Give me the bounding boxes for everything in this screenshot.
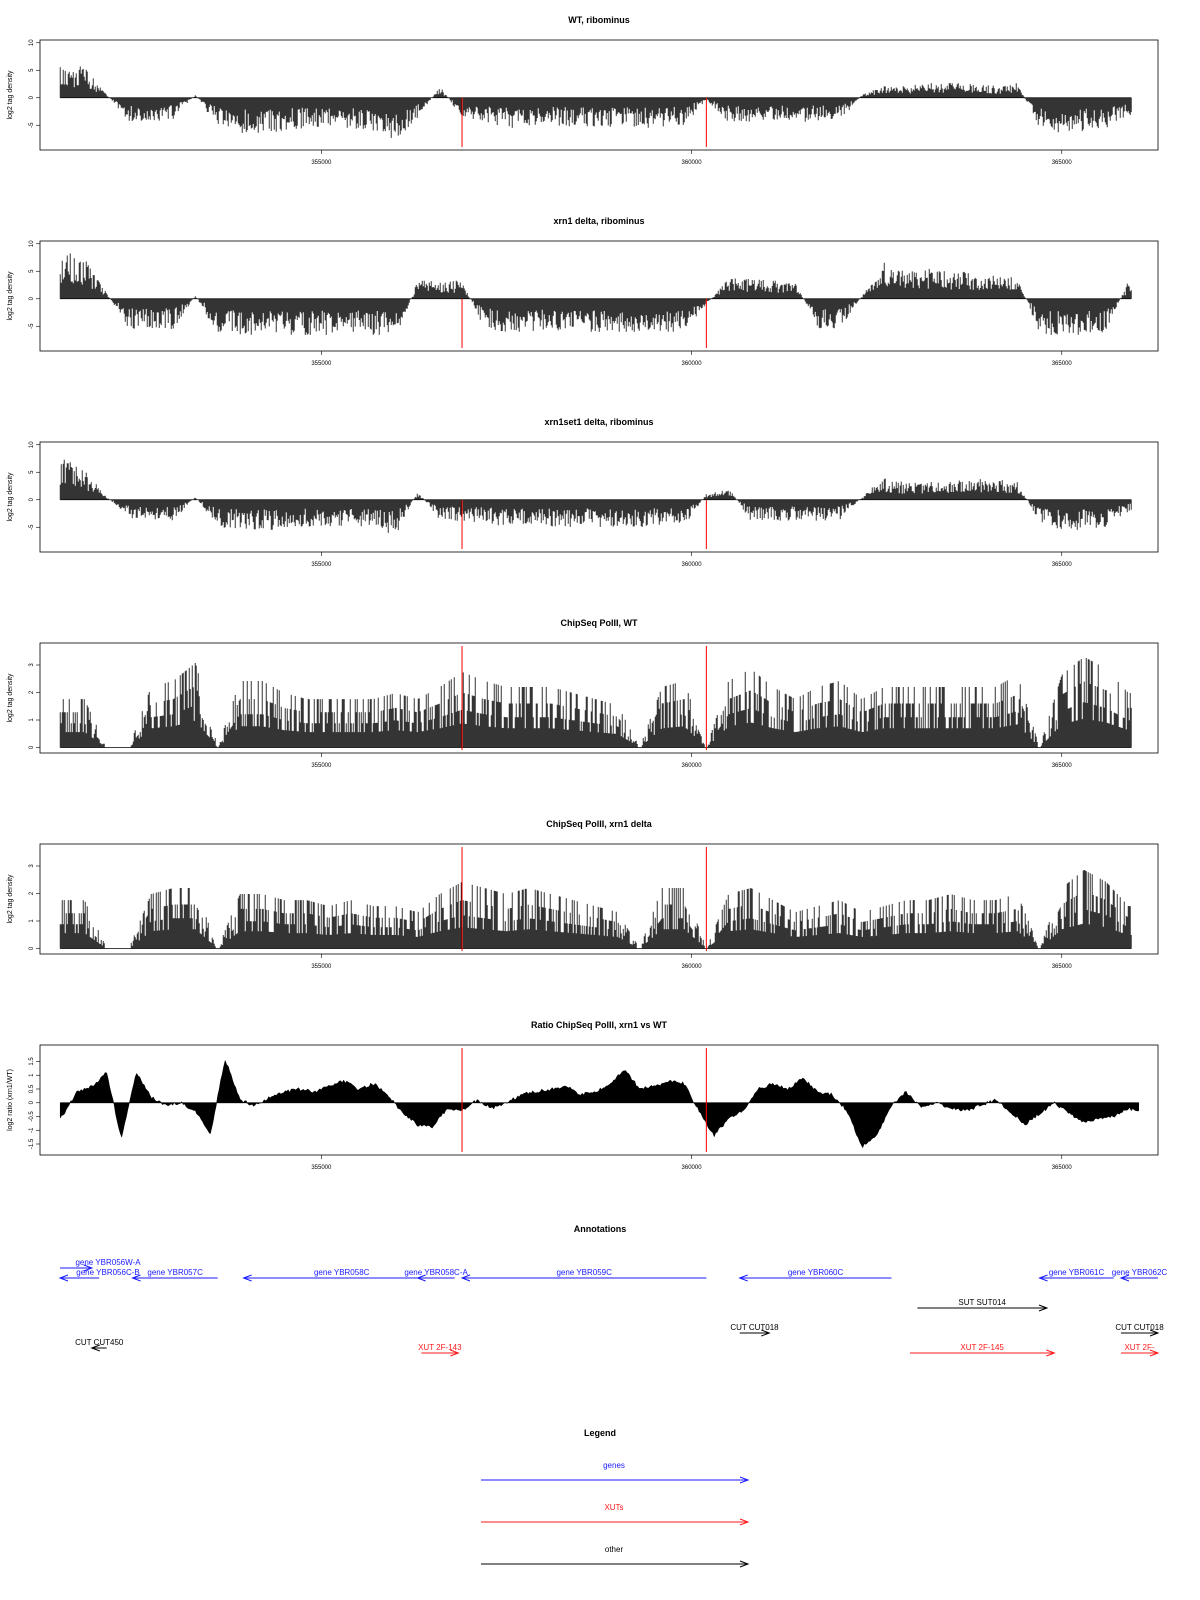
feature-label: gene YBR058C-A xyxy=(404,1268,468,1277)
y-tick-label: 1 xyxy=(29,718,35,722)
panel-title: xrn1set1 delta, ribominus xyxy=(544,417,654,427)
feature-label: XUT 2F-145 xyxy=(960,1343,1004,1352)
y-tick-label: 10 xyxy=(29,441,35,449)
y-tick-label: -5 xyxy=(29,524,35,530)
feature-gene xyxy=(133,1268,218,1281)
panel-ratio-chipseq xyxy=(7,1020,1158,1171)
y-tick-label: 0 xyxy=(29,297,35,301)
x-tick-label: 355000 xyxy=(311,361,332,367)
feature-xut xyxy=(910,1343,1054,1356)
y-axis-label: log2 tag density xyxy=(7,271,14,321)
annotations-panel xyxy=(60,1224,1167,1356)
annotations-title: Annotations xyxy=(573,1224,627,1234)
y-tick-label: 2 xyxy=(29,690,35,695)
x-tick-label: 360000 xyxy=(681,562,702,568)
feature-label: CUT CUT018 xyxy=(1115,1323,1164,1332)
panel-title: xrn1 delta, ribominus xyxy=(553,216,645,226)
x-tick-label: 360000 xyxy=(681,763,702,769)
panel-title: ChipSeq PolII, WT xyxy=(560,618,638,628)
feature-label: gene YBR056C-B xyxy=(76,1268,140,1277)
y-tick-label: 0 xyxy=(29,498,35,502)
legend-label: other xyxy=(604,1545,624,1554)
x-tick-label: 355000 xyxy=(311,964,332,970)
x-tick-label: 355000 xyxy=(311,1165,332,1171)
legend-panel xyxy=(481,1428,748,1567)
feature-label: gene YBR061C xyxy=(1048,1268,1105,1277)
feature-label: SUT SUT014 xyxy=(958,1298,1006,1307)
y-tick-label: 1.5 xyxy=(29,1057,35,1066)
y-tick-label: 0 xyxy=(29,96,35,100)
ratio-area xyxy=(60,1061,1139,1148)
feature-label: gene YBR057C xyxy=(147,1268,203,1277)
feature-gene xyxy=(404,1268,468,1281)
legend-entry-xut xyxy=(481,1503,748,1525)
feature-label: XUT 2F-143 xyxy=(418,1343,462,1352)
density-bars xyxy=(60,870,1131,949)
feature-label: gene YBR060C xyxy=(787,1268,844,1277)
x-tick-label: 355000 xyxy=(311,763,332,769)
y-tick-label: 0.5 xyxy=(29,1084,35,1094)
panel-chipseq-xrn1 xyxy=(7,819,1158,970)
y-tick-label: 0 xyxy=(29,946,35,951)
feature-label: CUT CUT018 xyxy=(730,1323,779,1332)
legend-title: Legend xyxy=(583,1428,617,1438)
y-axis-label: log2 ratio (xrn1/WT) xyxy=(7,1069,14,1131)
panel-chipseq-wt xyxy=(7,618,1158,769)
x-tick-label: 355000 xyxy=(311,160,332,166)
x-tick-label: 365000 xyxy=(1051,1165,1072,1171)
feature-other xyxy=(730,1323,779,1336)
legend-label: genes xyxy=(603,1461,625,1470)
density-bars xyxy=(60,254,1131,335)
density-bars xyxy=(60,658,1131,748)
feature-xut xyxy=(418,1343,462,1356)
feature-gene xyxy=(1112,1268,1168,1281)
x-tick-label: 365000 xyxy=(1051,964,1072,970)
legend-entry-other xyxy=(481,1545,748,1567)
x-tick-label: 360000 xyxy=(681,361,702,367)
y-tick-label: 10 xyxy=(29,240,35,248)
feature-label: gene YBR062C xyxy=(1111,1268,1168,1277)
feature-gene xyxy=(462,1268,706,1281)
panel-title: WT, ribominus xyxy=(568,15,630,25)
feature-label: gene YBR059C xyxy=(556,1268,612,1277)
feature-gene xyxy=(740,1268,892,1281)
y-tick-label: 2 xyxy=(29,891,35,896)
y-tick-label: -0.5 xyxy=(29,1111,35,1122)
x-tick-label: 355000 xyxy=(311,562,332,568)
y-tick-label: -5 xyxy=(29,122,35,128)
density-bars xyxy=(60,460,1131,533)
y-axis-label: log2 tag density xyxy=(7,70,14,120)
feature-gene xyxy=(1040,1268,1114,1281)
y-tick-label: 10 xyxy=(29,39,35,47)
y-tick-label: 1 xyxy=(29,1073,35,1077)
panel-wt-ribominus xyxy=(7,15,1158,166)
feature-label: gene YBR058C xyxy=(313,1268,370,1277)
y-tick-label: 5 xyxy=(29,68,35,72)
feature-other xyxy=(1115,1323,1164,1336)
y-axis-label: log2 tag density xyxy=(7,472,14,522)
x-tick-label: 365000 xyxy=(1051,361,1072,367)
y-tick-label: -1.5 xyxy=(29,1138,35,1150)
y-tick-label: -5 xyxy=(29,323,35,329)
y-axis-label: log2 tag density xyxy=(7,673,14,723)
y-tick-label: 3 xyxy=(29,663,35,667)
feature-other xyxy=(75,1338,124,1351)
x-tick-label: 365000 xyxy=(1051,562,1072,568)
x-tick-label: 360000 xyxy=(681,1165,702,1171)
y-tick-label: 0 xyxy=(29,1101,35,1105)
panel-title: ChipSeq PolII, xrn1 delta xyxy=(546,819,652,829)
feature-label: gene YBR056W-A xyxy=(75,1258,141,1267)
x-tick-label: 365000 xyxy=(1051,160,1072,166)
x-tick-label: 360000 xyxy=(681,160,702,166)
y-tick-label: 3 xyxy=(29,864,35,868)
y-tick-label: 5 xyxy=(29,269,35,273)
y-tick-label: 1 xyxy=(29,919,35,923)
feature-other xyxy=(917,1298,1047,1311)
x-tick-label: 360000 xyxy=(681,964,702,970)
panel-title: Ratio ChipSeq PolII, xrn1 vs WT xyxy=(530,1020,668,1030)
legend-label: XUTs xyxy=(604,1503,624,1512)
x-tick-label: 365000 xyxy=(1051,763,1072,769)
y-axis-label: log2 tag density xyxy=(7,874,14,924)
feature-gene xyxy=(60,1268,140,1281)
panel-xrn1set1-ribominus xyxy=(7,417,1158,568)
y-tick-label: -1 xyxy=(29,1127,35,1133)
panel-xrn1-ribominus xyxy=(7,216,1158,367)
y-tick-label: 5 xyxy=(29,470,35,474)
y-tick-label: 0 xyxy=(29,745,35,750)
feature-label: CUT CUT450 xyxy=(75,1338,124,1347)
feature-label: XUT 2F- xyxy=(1124,1343,1155,1352)
legend-entry-gene xyxy=(481,1461,748,1483)
feature-xut xyxy=(1121,1343,1158,1356)
density-bars xyxy=(60,67,1131,138)
